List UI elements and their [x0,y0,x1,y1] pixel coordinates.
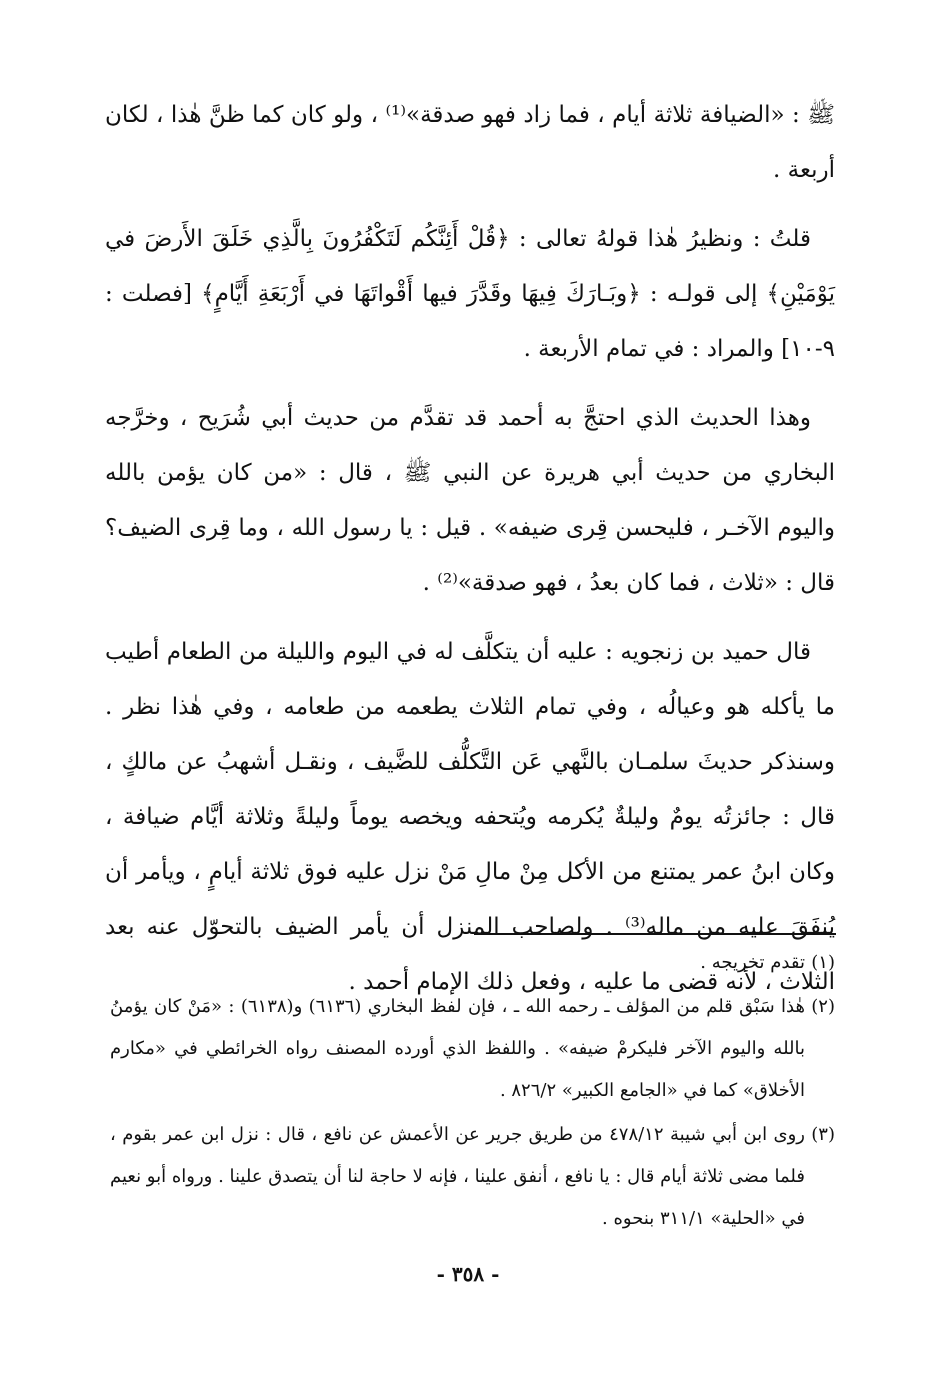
footnote-text: تقدم تخريجه . [700,952,805,973]
footnote-text: روى ابن أبي شيبة ٤٧٨/١٢ من طريق جرير عن الأعمش عن نافع ، قال : نزل ابن عمر بقوم ، فلما مضى ثلاثة أيام قال : يا نافع ، أنفق علينا ، فإنه لا حاجة لنا أن يتصدق علينا . ورواه أبو نعيم في «الحلية» ٣١١/١ بنحوه . [109,1124,806,1229]
page-number: - ٣٥٨ - [436,1262,500,1286]
paragraph-gap [105,377,835,391]
footnote-3 [110,1114,835,1240]
paragraph-gap [105,611,835,625]
footnote-separator [474,933,836,935]
paragraph-1: ﷺ : «الضيافة ثلاثة أيام ، فما زاد فهو صدقة»⁽¹⁾ ، ولو كان كما ظنَّ هٰذا ، لكان أربعة . [105,102,835,183]
paragraph-gap [105,198,835,212]
footnote-2 [110,986,835,1112]
main-text [105,88,835,1010]
paragraph-3: وهذا الحديث الذي احتجَّ به أحمد قد تقدَّم من حديث أبي شُرَيح ، وخرَّجه البخاري من حديث أبي هريرة عن النبي ﷺ ، قال : «من كان يؤمن بالله واليوم الآخـر ، فليحسن قِرى ضيفه» . قيل : يا رسول الله ، وما قِرى الضيف؟ قال : «ثلاث ، فما كان بعدُ ، فهو صدقة»⁽²⁾ . [105,405,835,596]
footnote-number: (١) [811,952,835,973]
footnote-text: هٰذا سَبْق قلم من المؤلف ـ رحمه الله ـ ، فإن لفظ البخاري (٦١٣٦) و(٦١٣٨) : «مَنْ كان يؤمنُ بالله واليوم الآخر فليكرمْ ضيفه» . واللفظ الذي أورده المصنف رواه الخرائطي في «مكارم الأخلاق» كما في «الجامع الكبير» ٨٢٦/٢ . [110,996,805,1101]
footnotes [110,942,835,1242]
footnote-number: (٢) [811,996,835,1017]
footnote-number: (٣) [811,1124,835,1145]
paragraph-2: قلتُ : ونظيرُ هٰذا قولهُ تعالى : ﴿قُلْ أَئِنَّكُم لَتَكْفُرُونَ بِالَّذِي خَلَقَ الأَرضَ في يَوْمَيْنِ﴾ إلى قولـه : ﴿وبَـارَكَ فِيهَا وقَدَّرَ فيها أَقْواتَهَا في أَرْبَعَةِ أَيَّامٍ﴾ [فصلت : ٩-١٠] والمراد : في تمام الأربعة . [105,226,835,362]
footnote-1 [110,942,835,984]
paragraph-4: قال حميد بن زنجويه : عليه أن يتكلَّف له في اليوم والليلة من الطعام أطيب ما يأكله هو وعيالُه ، وفي تمام الثلاث يطعمه من طعامه ، وفي هٰذا نظر . وسنذكر حديثَ سلمـان بالنَّهي عَن التَّكلُّف للضَّيف ، ونقـل أشهبُ عن مالكٍ ، قال : جائزتُه يومٌ وليلةٌ يُكرمه ويُتحفه ويخصه يوماً وليلةً وثلاثة أيَّام ضيافة ، وكان ابنُ عمر يمتنع من الأكل مِنْ مالِ مَنْ نزل عليه فوق ثلاثة أيامٍ ، ويأمر أن يُنفَقَ عليه من ماله⁽³⁾ . ولصاحب المنزل أن يأمر الضيف بالتحوّل عنه بعد الثلاث ، لأنه قضى ما عليه ، وفعل ذلك الإمام أحمد . [105,639,835,995]
